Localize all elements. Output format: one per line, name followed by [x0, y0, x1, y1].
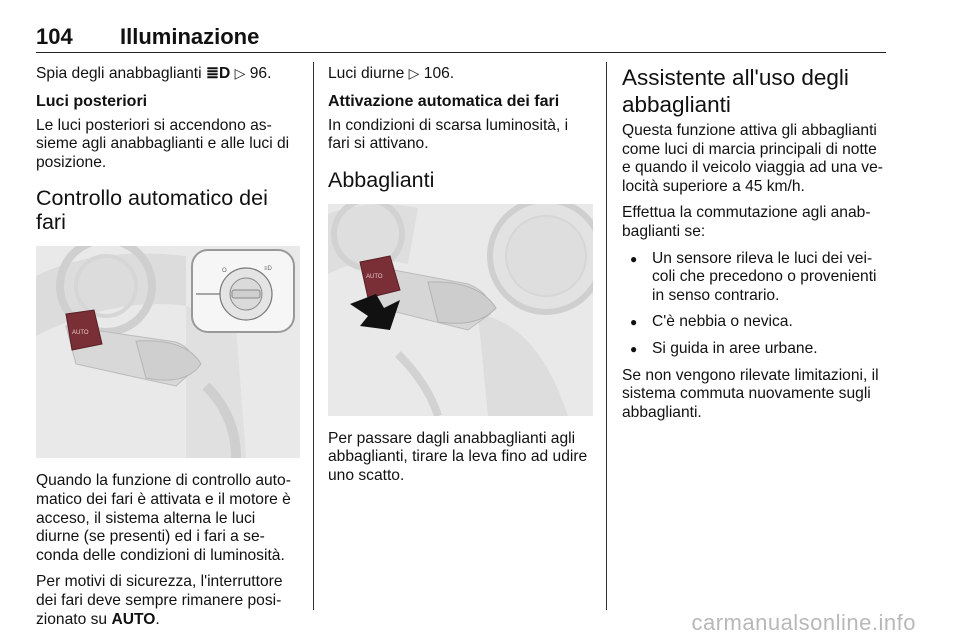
- column-divider: [606, 62, 607, 610]
- svg-text:O: O: [222, 268, 227, 275]
- conditions-list: [622, 250, 888, 359]
- rear-lights-paragraph: Le luci posteriori si accendono assieme agli anabbaglianti e alle luci di posizione.: [36, 116, 290, 171]
- column-2: [328, 64, 594, 494]
- column-3: [622, 64, 888, 430]
- light-switch-illustration: [36, 246, 300, 458]
- assist-paragraph-3: Se non vengono rilevate limitazioni, il sistema commuta nuovamente sugli abbaglianti.: [622, 366, 879, 421]
- heading-auto-light-control: Controllo automatico dei fari: [36, 186, 268, 235]
- safety-paragraph: Per motivi di sicurezza, l'interruttore dei fari deve sempre rimanere posizionato su AUTO.: [36, 573, 283, 628]
- heading-auto-activation: Attivazione automatica dei fari: [328, 92, 560, 110]
- page-reference: 106.: [423, 65, 455, 82]
- reference-arrow-icon: ▷: [408, 65, 420, 81]
- auto-setting-label: AUTO: [111, 610, 156, 628]
- svg-text:≡D: ≡D: [264, 266, 272, 273]
- svg-text:AUTO: AUTO: [72, 330, 89, 337]
- auto-control-paragraph: Quando la funzione di controllo automatico dei fari è attivata e il motore è acceso, il sistema alterna le luci diurne (se presenti) ed i fari a seconda delle condizioni di luminosità.: [36, 472, 291, 564]
- chapter-title: Illuminazione: [120, 24, 260, 49]
- list-item: ● Un sensore rileva le luci dei veicoli che precedono o provenienti in senso contrario.: [622, 250, 888, 306]
- assist-paragraph-1: Questa funzione attiva gli abbaglianti come luci di marcia principali di notte e quando il veicolo viaggia ad una velocità superiore a 45 km/h.: [622, 122, 883, 195]
- intro-paragraph: Spia degli anabbaglianti ≣D ▷ 96.: [36, 65, 272, 82]
- site-watermark: carmanualsonline.info: [691, 610, 916, 635]
- column-1: [36, 64, 300, 637]
- list-item: ● C'è nebbia o nevica.: [622, 313, 888, 332]
- auto-activation-paragraph: In condizioni di scarsa luminosità, i fari si attivano.: [328, 116, 569, 153]
- heading-high-beam: Abbaglianti: [328, 167, 435, 192]
- column-divider: [313, 62, 314, 610]
- list-item: ● Si guida in aree urbane.: [622, 340, 888, 359]
- page-header: [36, 22, 886, 53]
- low-beam-icon: ≣D: [205, 65, 231, 82]
- drl-reference-paragraph: Luci diurne ▷ 106.: [328, 65, 455, 82]
- assist-paragraph-2: Effettua la commutazione agli anabbaglianti se:: [622, 204, 871, 240]
- page-reference: 96.: [249, 65, 272, 82]
- heading-rear-lights: Luci posteriori: [36, 92, 148, 110]
- heading-high-beam-assist: Assistente all'uso degli abbaglianti: [622, 65, 849, 117]
- high-beam-paragraph: Per passare dagli anabbaglianti agli abbaglianti, tirare la leva fino ad udire uno scatto.: [328, 429, 588, 484]
- svg-text:AUTO: AUTO: [366, 273, 383, 280]
- high-beam-lever-illustration: [328, 204, 593, 416]
- reference-arrow-icon: ▷: [234, 65, 246, 81]
- page-number: 104: [36, 24, 73, 49]
